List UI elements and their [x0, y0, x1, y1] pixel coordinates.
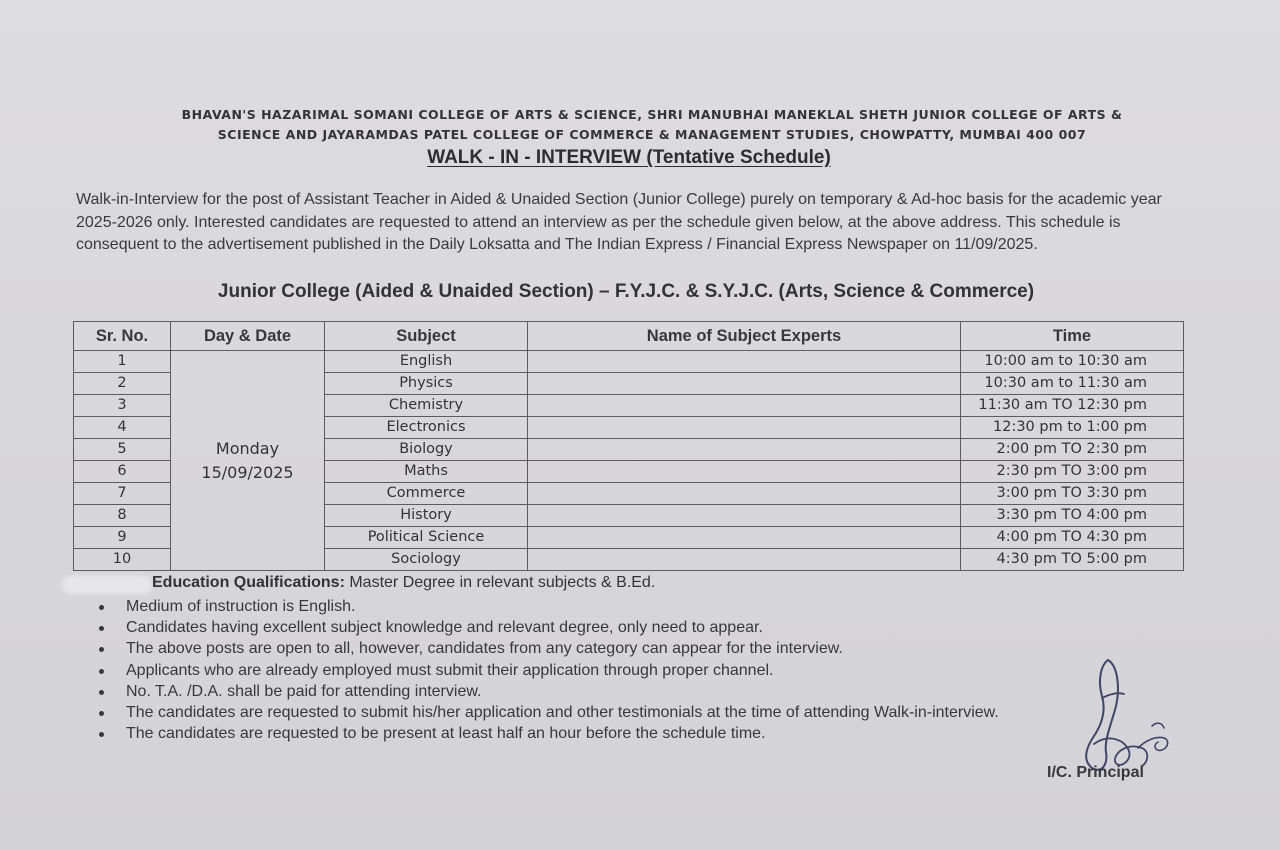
document-title-text: WALK - IN - INTERVIEW (Tentative Schedule) — [427, 147, 831, 168]
college-name-line-1: BHAVAN'S HAZARIMAL SOMANI COLLEGE OF ARTS & SCIENCE, SHRI MANUBHAI MANEKLAL SHETH JUNIOR COLLEGE OF ARTS & — [181, 107, 1123, 122]
sr-no-cell: 10 — [74, 549, 171, 571]
signatory-title: I/C. Principal — [1047, 764, 1144, 781]
experts-cell — [528, 549, 961, 571]
time-cell: 10:30 am to 11:30 am — [961, 373, 1184, 395]
sr-no-cell: 5 — [74, 439, 171, 461]
subject-cell: Electronics — [325, 417, 528, 439]
interview-schedule-table — [73, 321, 1184, 571]
time-cell: 4:30 pm TO 5:00 pm — [961, 549, 1184, 571]
header-subject-experts: Name of Subject Experts — [528, 322, 961, 351]
subject-cell: Biology — [325, 439, 528, 461]
time-cell: 3:30 pm TO 4:00 pm — [961, 505, 1184, 527]
experts-cell — [528, 351, 961, 373]
sr-no-cell: 4 — [74, 417, 171, 439]
experts-cell — [528, 461, 961, 483]
redacted-mark — [62, 576, 152, 594]
time-cell: 3:00 pm TO 3:30 pm — [961, 483, 1184, 505]
sr-no-cell: 7 — [74, 483, 171, 505]
experts-cell — [528, 439, 961, 461]
table-row — [74, 351, 1184, 373]
list-item: Candidates having excellent subject knowledge and relevant degree, only need to appear. — [95, 617, 1105, 638]
time-cell: 2:30 pm TO 3:00 pm — [961, 461, 1184, 483]
education-qualifications — [152, 574, 655, 592]
subject-cell: Chemistry — [325, 395, 528, 417]
list-item: The candidates are requested to be present at least half an hour before the schedule time. — [95, 723, 1105, 744]
subject-cell: Maths — [325, 461, 528, 483]
table-header-row — [74, 322, 1184, 351]
day-date-cell — [171, 351, 325, 571]
header-sr-no: Sr. No. — [74, 322, 171, 351]
qualifications-label: Education Qualifications: — [152, 574, 345, 591]
principal-signature — [1072, 652, 1182, 777]
subject-cell: Physics — [325, 373, 528, 395]
instructions-list — [95, 596, 1105, 744]
subject-cell: Political Science — [325, 527, 528, 549]
sr-no-cell: 9 — [74, 527, 171, 549]
time-cell: 12:30 pm to 1:00 pm — [961, 417, 1184, 439]
section-subtitle: Junior College (Aided & Unaided Section) – F.Y.J.C. & S.Y.J.C. (Arts, Science & Commerce) — [217, 281, 1035, 302]
time-cell: 11:30 am TO 12:30 pm — [961, 395, 1184, 417]
time-cell: 2:00 pm TO 2:30 pm — [961, 439, 1184, 461]
experts-cell — [528, 527, 961, 549]
header-time: Time — [961, 322, 1184, 351]
experts-cell — [528, 417, 961, 439]
header-subject: Subject — [325, 322, 528, 351]
list-item: The above posts are open to all, however, candidates from any category can appear for the interview. — [95, 638, 1105, 659]
experts-cell — [528, 483, 961, 505]
list-item: The candidates are requested to submit his/her application and other testimonials at the time of attending Walk-in-interview. — [95, 702, 1105, 723]
experts-cell — [528, 373, 961, 395]
subject-cell: History — [325, 505, 528, 527]
time-cell: 4:00 pm TO 4:30 pm — [961, 527, 1184, 549]
sr-no-cell: 6 — [74, 461, 171, 483]
qualifications-text: Master Degree in relevant subjects & B.Ed. — [344, 574, 656, 591]
experts-cell — [528, 505, 961, 527]
interview-day: Monday — [215, 438, 280, 458]
college-name-line-2: SCIENCE AND JAYARAMDAS PATEL COLLEGE OF COMMERCE & MANAGEMENT STUDIES, CHOWPATTY, MUMBAI 400 007 — [217, 127, 1087, 142]
sr-no-cell: 3 — [74, 395, 171, 417]
experts-cell — [528, 395, 961, 417]
sr-no-cell: 2 — [74, 373, 171, 395]
document-title — [0, 147, 1258, 169]
list-item: Applicants who are already employed must submit their application through proper channel. — [95, 660, 1105, 681]
header-day-date: Day & Date — [171, 322, 325, 351]
subject-cell: Commerce — [325, 483, 528, 505]
subject-cell: Sociology — [325, 549, 528, 571]
sr-no-cell: 8 — [74, 505, 171, 527]
intro-paragraph: Walk-in-Interview for the post of Assistant Teacher in Aided & Unaided Section (Junior College) purely on temporary & Ad-hoc basis for the academic year 2025-2026 only. Interested candidates are requested to attend an interview as per the schedule given below, at the above address. This schedule is consequent to the advertisement published in the Daily Loksatta and The Indian Express / Financial Express Newspaper on 11/09/2025. — [76, 191, 1162, 253]
sr-no-cell: 1 — [74, 351, 171, 373]
interview-date: 15/09/2025 — [201, 462, 294, 482]
list-item: No. T.A. /D.A. shall be paid for attending interview. — [95, 681, 1105, 702]
list-item: Medium of instruction is English. — [95, 596, 1105, 617]
subject-cell: English — [325, 351, 528, 373]
time-cell: 10:00 am to 10:30 am — [961, 351, 1184, 373]
